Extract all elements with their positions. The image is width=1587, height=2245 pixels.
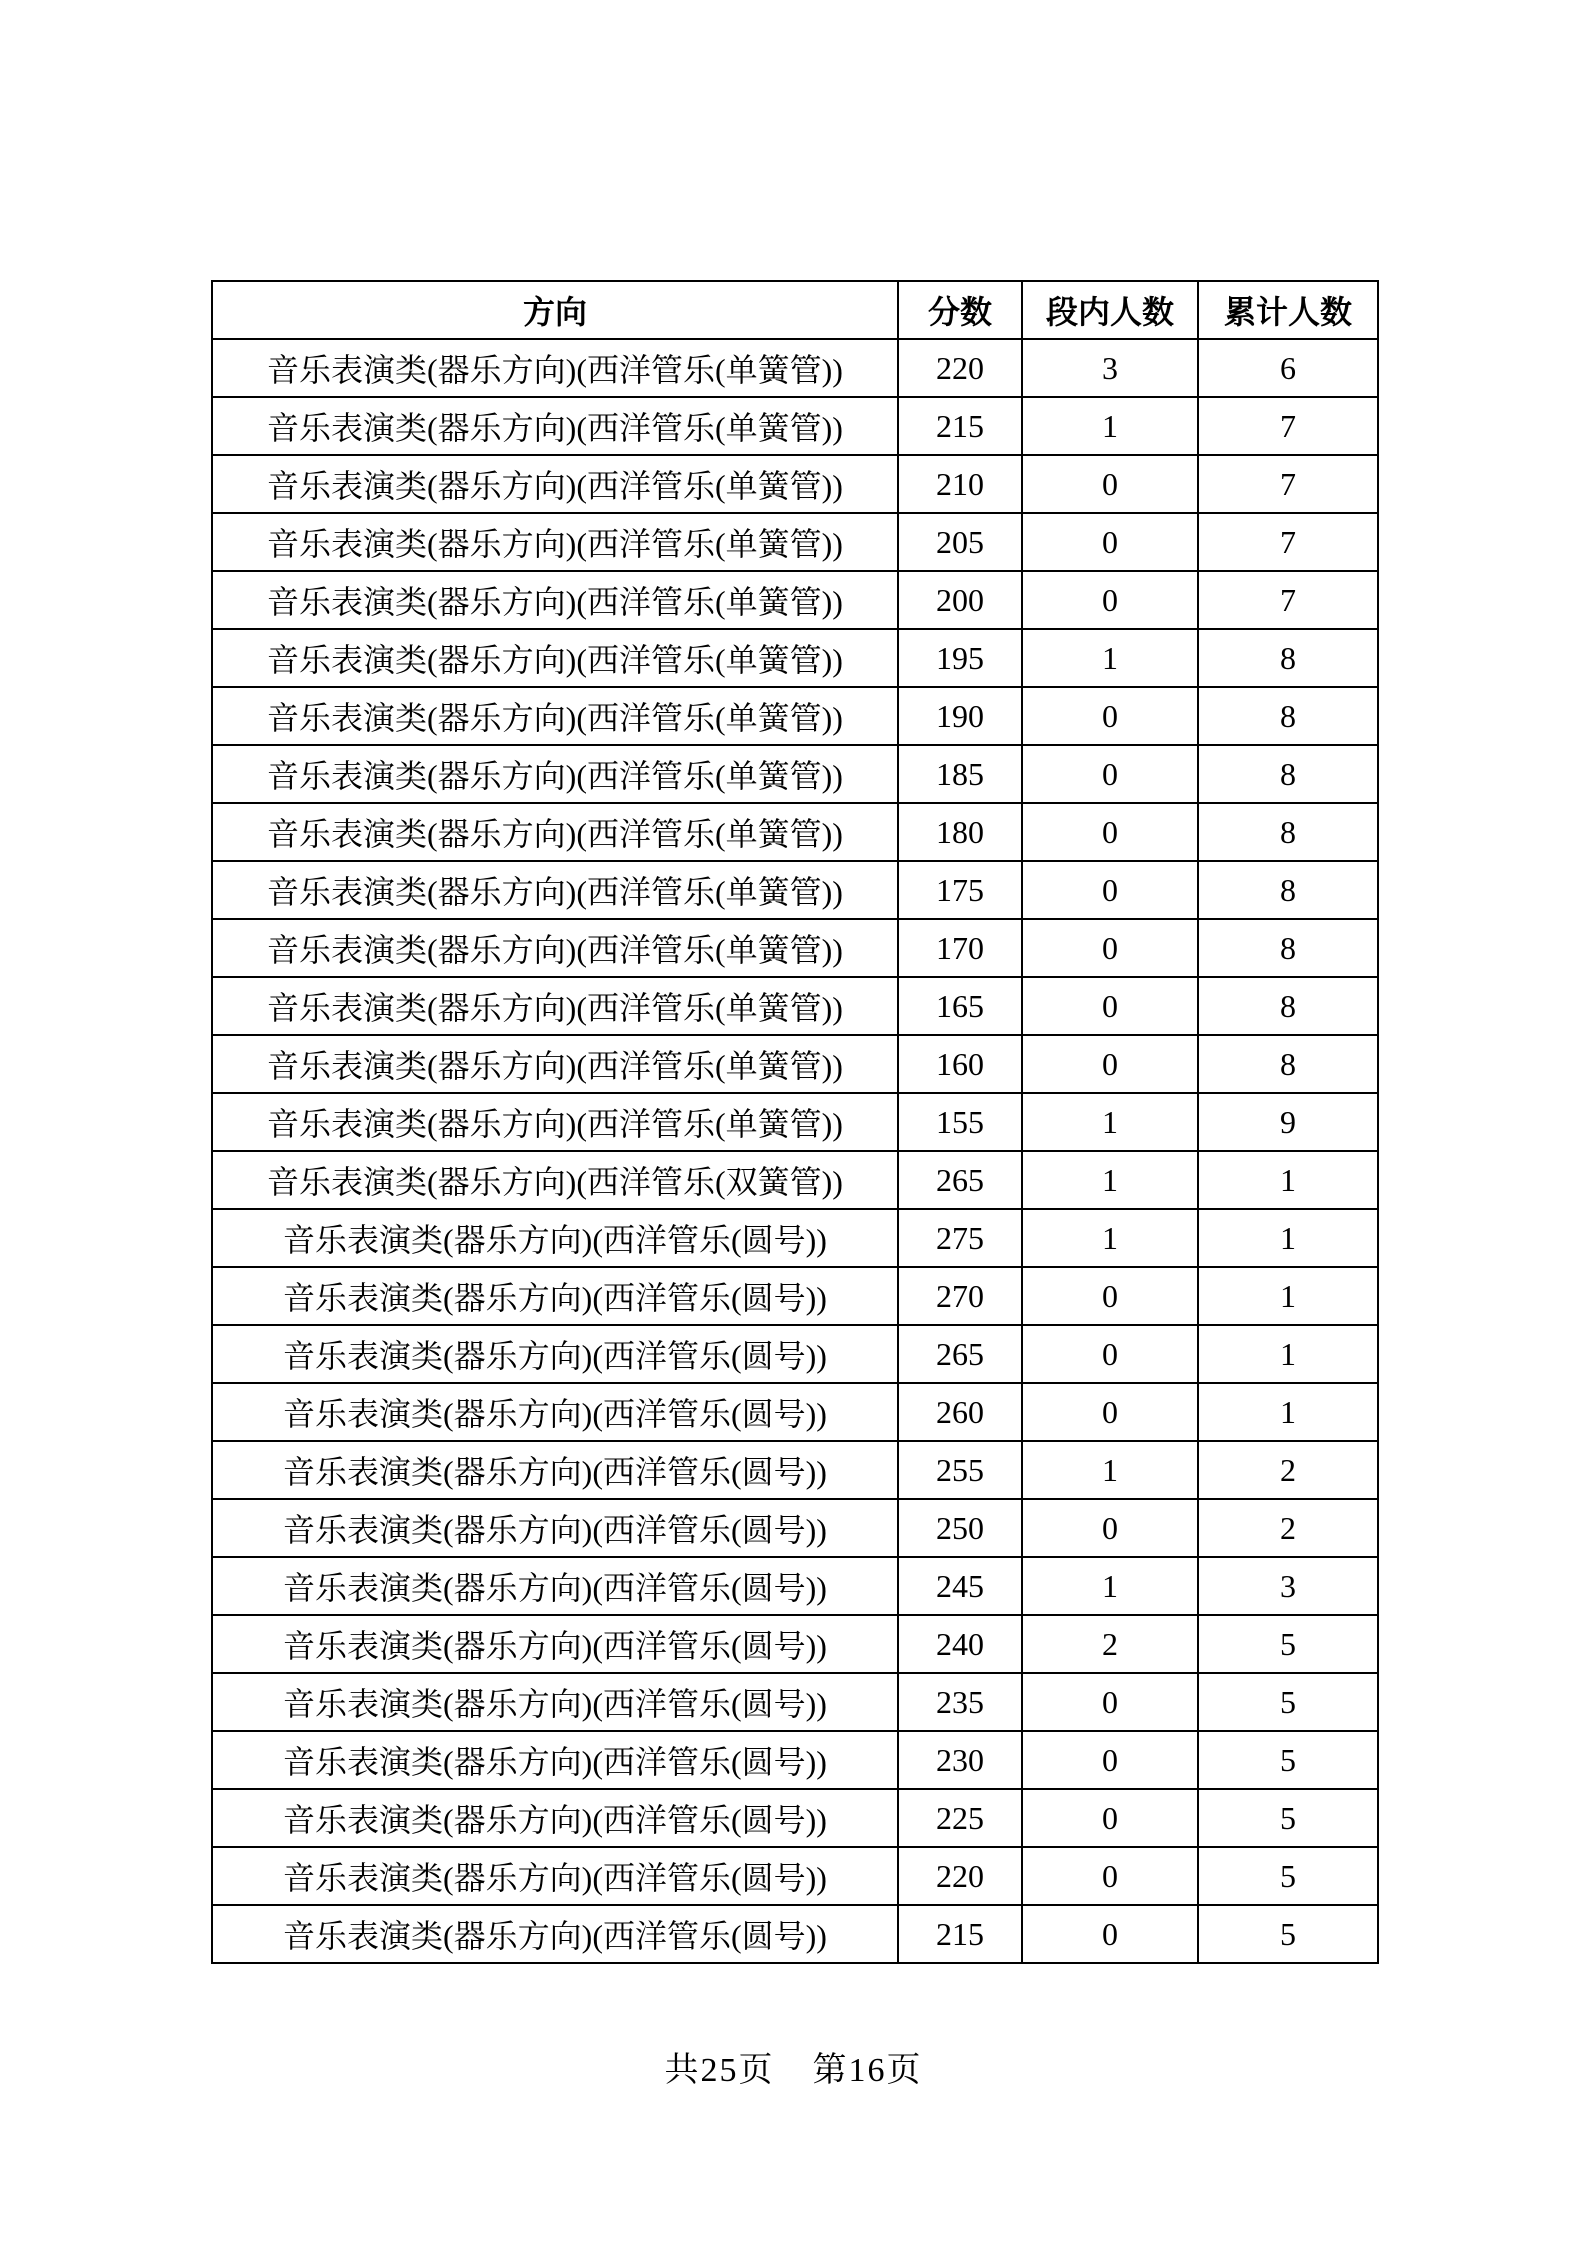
cell-score: 260	[898, 1383, 1022, 1441]
cell-direction: 音乐表演类(器乐方向)(西洋管乐(单簧管))	[212, 803, 898, 861]
cell-segment-count: 0	[1022, 1035, 1198, 1093]
cell-segment-count: 1	[1022, 1209, 1198, 1267]
cell-score: 245	[898, 1557, 1022, 1615]
cell-direction: 音乐表演类(器乐方向)(西洋管乐(圆号))	[212, 1499, 898, 1557]
cell-score: 220	[898, 1847, 1022, 1905]
cell-direction: 音乐表演类(器乐方向)(西洋管乐(单簧管))	[212, 513, 898, 571]
cell-cumulative-count: 5	[1198, 1673, 1378, 1731]
cell-cumulative-count: 1	[1198, 1151, 1378, 1209]
cell-direction: 音乐表演类(器乐方向)(西洋管乐(圆号))	[212, 1615, 898, 1673]
header-cumulative-count: 累计人数	[1198, 281, 1378, 339]
cell-direction: 音乐表演类(器乐方向)(西洋管乐(单簧管))	[212, 745, 898, 803]
cell-segment-count: 1	[1022, 1151, 1198, 1209]
cell-segment-count: 1	[1022, 397, 1198, 455]
cell-score: 220	[898, 339, 1022, 397]
table-header-row	[212, 281, 1378, 339]
cell-segment-count: 0	[1022, 455, 1198, 513]
cell-segment-count: 1	[1022, 1441, 1198, 1499]
cell-segment-count: 0	[1022, 571, 1198, 629]
cell-segment-count: 0	[1022, 1789, 1198, 1847]
header-score: 分数	[898, 281, 1022, 339]
cell-segment-count: 1	[1022, 1557, 1198, 1615]
cell-segment-count: 0	[1022, 1673, 1198, 1731]
cell-segment-count: 0	[1022, 1267, 1198, 1325]
cell-score: 270	[898, 1267, 1022, 1325]
table-row	[212, 1557, 1378, 1615]
table-row	[212, 1035, 1378, 1093]
cell-segment-count: 0	[1022, 803, 1198, 861]
cell-segment-count: 0	[1022, 861, 1198, 919]
cell-score: 265	[898, 1151, 1022, 1209]
cell-segment-count: 1	[1022, 629, 1198, 687]
table-row	[212, 803, 1378, 861]
table-row	[212, 1325, 1378, 1383]
cell-direction: 音乐表演类(器乐方向)(西洋管乐(单簧管))	[212, 1093, 898, 1151]
cell-score: 250	[898, 1499, 1022, 1557]
table-row	[212, 397, 1378, 455]
cell-segment-count: 0	[1022, 977, 1198, 1035]
cell-direction: 音乐表演类(器乐方向)(西洋管乐(单簧管))	[212, 861, 898, 919]
cell-segment-count: 2	[1022, 1615, 1198, 1673]
cell-direction: 音乐表演类(器乐方向)(西洋管乐(圆号))	[212, 1731, 898, 1789]
cell-direction: 音乐表演类(器乐方向)(西洋管乐(单簧管))	[212, 455, 898, 513]
cell-score: 215	[898, 397, 1022, 455]
cell-cumulative-count: 7	[1198, 455, 1378, 513]
table-row	[212, 977, 1378, 1035]
cell-score: 255	[898, 1441, 1022, 1499]
table-row	[212, 687, 1378, 745]
cell-score: 275	[898, 1209, 1022, 1267]
cell-cumulative-count: 8	[1198, 977, 1378, 1035]
cell-segment-count: 0	[1022, 687, 1198, 745]
cell-cumulative-count: 5	[1198, 1847, 1378, 1905]
cell-cumulative-count: 5	[1198, 1905, 1378, 1963]
table-row	[212, 1905, 1378, 1963]
table-row	[212, 1151, 1378, 1209]
footer-total-pages: 共25页	[664, 2052, 775, 2089]
header-segment-count: 段内人数	[1022, 281, 1198, 339]
cell-segment-count: 0	[1022, 513, 1198, 571]
cell-score: 185	[898, 745, 1022, 803]
cell-cumulative-count: 8	[1198, 861, 1378, 919]
cell-direction: 音乐表演类(器乐方向)(西洋管乐(圆号))	[212, 1441, 898, 1499]
table-row	[212, 1093, 1378, 1151]
header-direction: 方向	[212, 281, 898, 339]
cell-score: 240	[898, 1615, 1022, 1673]
cell-cumulative-count: 2	[1198, 1499, 1378, 1557]
table-row	[212, 1731, 1378, 1789]
table-row	[212, 629, 1378, 687]
cell-score: 205	[898, 513, 1022, 571]
cell-score: 235	[898, 1673, 1022, 1731]
table-row	[212, 513, 1378, 571]
cell-direction: 音乐表演类(器乐方向)(西洋管乐(圆号))	[212, 1209, 898, 1267]
cell-cumulative-count: 2	[1198, 1441, 1378, 1499]
cell-direction: 音乐表演类(器乐方向)(西洋管乐(圆号))	[212, 1673, 898, 1731]
score-distribution-table	[211, 280, 1379, 1964]
cell-score: 210	[898, 455, 1022, 513]
cell-cumulative-count: 8	[1198, 919, 1378, 977]
cell-cumulative-count: 3	[1198, 1557, 1378, 1615]
page-footer	[0, 2042, 1587, 2091]
cell-cumulative-count: 8	[1198, 1035, 1378, 1093]
cell-direction: 音乐表演类(器乐方向)(西洋管乐(单簧管))	[212, 339, 898, 397]
cell-score: 265	[898, 1325, 1022, 1383]
cell-cumulative-count: 9	[1198, 1093, 1378, 1151]
cell-direction: 音乐表演类(器乐方向)(西洋管乐(圆号))	[212, 1789, 898, 1847]
cell-cumulative-count: 1	[1198, 1209, 1378, 1267]
cell-cumulative-count: 5	[1198, 1731, 1378, 1789]
cell-score: 160	[898, 1035, 1022, 1093]
table-header	[212, 281, 1378, 339]
cell-cumulative-count: 8	[1198, 803, 1378, 861]
cell-segment-count: 3	[1022, 339, 1198, 397]
cell-segment-count: 0	[1022, 1847, 1198, 1905]
table-row	[212, 1499, 1378, 1557]
cell-cumulative-count: 8	[1198, 687, 1378, 745]
cell-cumulative-count: 6	[1198, 339, 1378, 397]
table-row	[212, 1383, 1378, 1441]
cell-direction: 音乐表演类(器乐方向)(西洋管乐(圆号))	[212, 1557, 898, 1615]
table-row	[212, 571, 1378, 629]
table-body	[212, 339, 1378, 1963]
cell-direction: 音乐表演类(器乐方向)(西洋管乐(圆号))	[212, 1847, 898, 1905]
cell-direction: 音乐表演类(器乐方向)(西洋管乐(双簧管))	[212, 1151, 898, 1209]
cell-direction: 音乐表演类(器乐方向)(西洋管乐(圆号))	[212, 1267, 898, 1325]
table-row	[212, 1673, 1378, 1731]
cell-score: 190	[898, 687, 1022, 745]
cell-direction: 音乐表演类(器乐方向)(西洋管乐(单簧管))	[212, 919, 898, 977]
cell-segment-count: 0	[1022, 919, 1198, 977]
table-row	[212, 339, 1378, 397]
cell-score: 200	[898, 571, 1022, 629]
cell-direction: 音乐表演类(器乐方向)(西洋管乐(圆号))	[212, 1325, 898, 1383]
cell-direction: 音乐表演类(器乐方向)(西洋管乐(单簧管))	[212, 687, 898, 745]
cell-segment-count: 1	[1022, 1093, 1198, 1151]
cell-score: 195	[898, 629, 1022, 687]
cell-score: 155	[898, 1093, 1022, 1151]
table-row	[212, 455, 1378, 513]
cell-cumulative-count: 8	[1198, 745, 1378, 803]
table-row	[212, 919, 1378, 977]
cell-cumulative-count: 7	[1198, 571, 1378, 629]
cell-cumulative-count: 5	[1198, 1789, 1378, 1847]
table-row	[212, 1267, 1378, 1325]
table-row	[212, 1441, 1378, 1499]
cell-cumulative-count: 7	[1198, 513, 1378, 571]
cell-direction: 音乐表演类(器乐方向)(西洋管乐(单簧管))	[212, 571, 898, 629]
cell-cumulative-count: 5	[1198, 1615, 1378, 1673]
cell-score: 175	[898, 861, 1022, 919]
cell-direction: 音乐表演类(器乐方向)(西洋管乐(单簧管))	[212, 977, 898, 1035]
cell-segment-count: 0	[1022, 1325, 1198, 1383]
cell-direction: 音乐表演类(器乐方向)(西洋管乐(单簧管))	[212, 629, 898, 687]
cell-direction: 音乐表演类(器乐方向)(西洋管乐(圆号))	[212, 1383, 898, 1441]
cell-segment-count: 0	[1022, 745, 1198, 803]
table-row	[212, 1847, 1378, 1905]
cell-cumulative-count: 1	[1198, 1325, 1378, 1383]
cell-score: 170	[898, 919, 1022, 977]
table-row	[212, 1789, 1378, 1847]
cell-direction: 音乐表演类(器乐方向)(西洋管乐(单簧管))	[212, 397, 898, 455]
cell-direction: 音乐表演类(器乐方向)(西洋管乐(单簧管))	[212, 1035, 898, 1093]
footer-current-page: 第16页	[812, 2052, 923, 2089]
cell-score: 215	[898, 1905, 1022, 1963]
cell-segment-count: 0	[1022, 1905, 1198, 1963]
cell-score: 225	[898, 1789, 1022, 1847]
cell-cumulative-count: 8	[1198, 629, 1378, 687]
table-row	[212, 1209, 1378, 1267]
table-row	[212, 745, 1378, 803]
cell-direction: 音乐表演类(器乐方向)(西洋管乐(圆号))	[212, 1905, 898, 1963]
table-row	[212, 1615, 1378, 1673]
cell-segment-count: 0	[1022, 1731, 1198, 1789]
cell-cumulative-count: 1	[1198, 1383, 1378, 1441]
cell-score: 180	[898, 803, 1022, 861]
cell-segment-count: 0	[1022, 1383, 1198, 1441]
cell-segment-count: 0	[1022, 1499, 1198, 1557]
cell-score: 165	[898, 977, 1022, 1035]
cell-cumulative-count: 7	[1198, 397, 1378, 455]
table-row	[212, 861, 1378, 919]
cell-cumulative-count: 1	[1198, 1267, 1378, 1325]
cell-score: 230	[898, 1731, 1022, 1789]
